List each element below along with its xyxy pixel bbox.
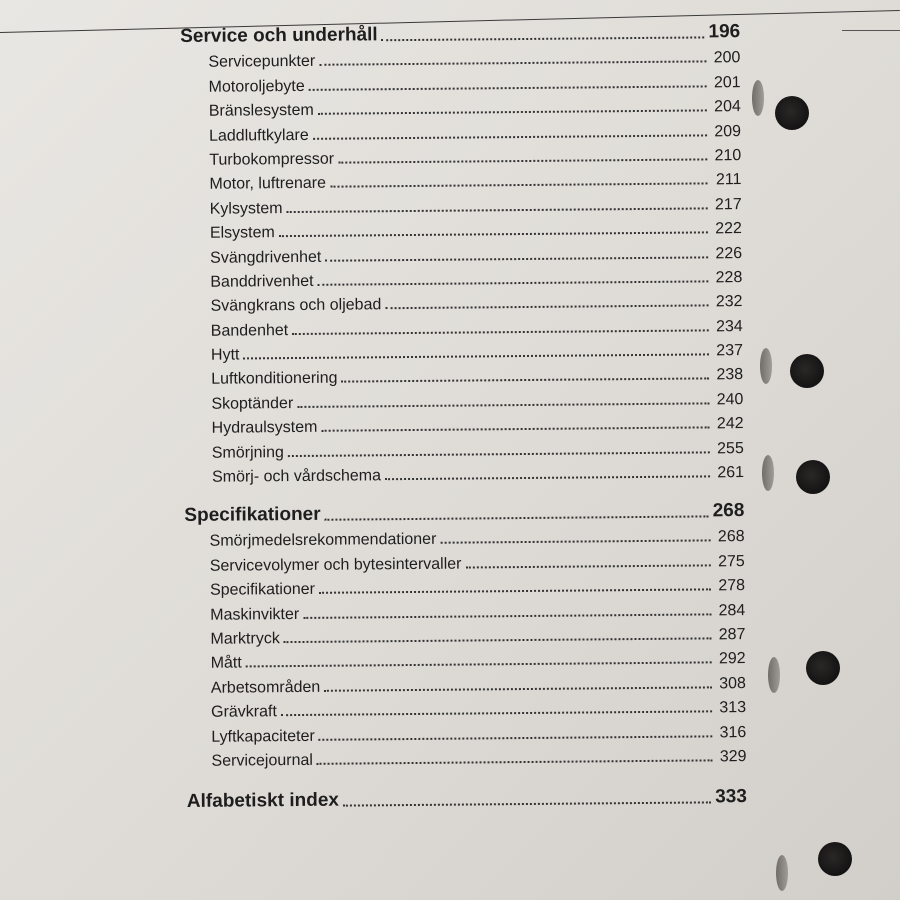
entry-page-number: 201 bbox=[713, 73, 741, 92]
entry-label: Smörjning bbox=[211, 443, 284, 462]
entry-page-number: 217 bbox=[714, 195, 742, 214]
entry-label: Maskinvikter bbox=[210, 605, 300, 624]
table-of-contents bbox=[180, 9, 747, 813]
section-title: Alfabetiskt index bbox=[186, 789, 340, 812]
entry-page-number: 255 bbox=[717, 439, 744, 457]
entry-page-number: 228 bbox=[715, 269, 743, 287]
entry-label: Turbokompressor bbox=[209, 150, 335, 169]
entry-page-number: 226 bbox=[715, 244, 743, 262]
entry-page-number: 238 bbox=[716, 366, 744, 384]
entry-label: Kylsystem bbox=[209, 199, 283, 218]
entry-page-number: 275 bbox=[718, 552, 745, 571]
entry-label: Skoptänder bbox=[211, 394, 294, 413]
binder-hole-edge bbox=[752, 80, 764, 116]
dot-leader bbox=[330, 183, 708, 188]
entry-page-number: 204 bbox=[714, 98, 741, 116]
entry-label: Luftkonditionering bbox=[211, 370, 338, 389]
dot-leader bbox=[288, 451, 710, 457]
binder-hole-edge bbox=[768, 657, 780, 693]
binder-hole-edge bbox=[760, 348, 772, 384]
binder-hole-edge bbox=[762, 455, 774, 491]
entry-label: Bränslesystem bbox=[208, 102, 314, 120]
entry-label: Svängdrivenhet bbox=[210, 248, 322, 267]
dot-leader bbox=[287, 207, 708, 213]
binder-hole bbox=[790, 354, 824, 388]
entry-page-number: 200 bbox=[713, 49, 741, 67]
entry-page-number: 234 bbox=[715, 317, 743, 336]
entry-label: Servicejournal bbox=[211, 751, 313, 770]
dot-leader bbox=[440, 540, 710, 544]
dot-leader bbox=[342, 378, 710, 383]
entry-label: Hytt bbox=[210, 346, 240, 364]
entry-page-number: 278 bbox=[718, 577, 746, 595]
entry-label: Arbetsområden bbox=[210, 678, 321, 697]
entry-label: Svängkrans och oljebad bbox=[210, 296, 382, 316]
entry-page-number: 292 bbox=[718, 650, 746, 668]
section-page-number: 268 bbox=[712, 500, 745, 522]
entry-label: Grävkraft bbox=[211, 703, 277, 721]
dot-leader bbox=[318, 280, 709, 285]
entry-label: Smörj- och vårdschema bbox=[211, 467, 382, 486]
section-title: Specifikationer bbox=[184, 503, 321, 527]
entry-label: Servicepunkter bbox=[208, 53, 316, 72]
entry-page-number: 284 bbox=[718, 601, 746, 619]
binder-hole-edge bbox=[776, 855, 788, 891]
dot-leader bbox=[292, 329, 709, 335]
entry-page-number: 313 bbox=[719, 699, 747, 717]
dot-leader bbox=[319, 61, 706, 66]
dot-leader bbox=[321, 427, 709, 432]
dot-leader bbox=[325, 256, 708, 261]
entry-page-number: 329 bbox=[719, 748, 747, 766]
entry-page-number: 242 bbox=[716, 415, 744, 433]
entry-label: Motoroljebyte bbox=[208, 77, 305, 96]
entry-label: Servicevolymer och bytesintervaller bbox=[209, 555, 462, 575]
entry-page-number: 308 bbox=[719, 674, 746, 693]
entry-page-number: 211 bbox=[715, 171, 742, 189]
entry-page-number: 232 bbox=[715, 293, 743, 311]
entry-page-number: 210 bbox=[714, 147, 742, 165]
dot-leader bbox=[318, 110, 707, 115]
toc-entry[interactable] bbox=[186, 742, 746, 771]
dot-leader bbox=[338, 158, 707, 163]
entry-label: Laddluftkylare bbox=[208, 126, 309, 145]
dot-leader bbox=[297, 402, 709, 408]
entry-page-number: 222 bbox=[715, 220, 742, 238]
dot-leader bbox=[281, 711, 712, 717]
entry-page-number: 268 bbox=[717, 528, 745, 546]
entry-label: Lyftkapaciteter bbox=[211, 727, 315, 746]
dot-leader bbox=[309, 85, 707, 90]
binder-hole bbox=[775, 96, 809, 130]
dot-leader bbox=[465, 564, 710, 568]
dot-leader bbox=[243, 353, 709, 359]
binder-hole bbox=[806, 651, 840, 685]
entry-page-number: 240 bbox=[716, 390, 744, 409]
entry-label: Motor, luftrenare bbox=[209, 175, 327, 194]
toc-section-index[interactable] bbox=[187, 778, 747, 813]
toc-section-specifikationer[interactable] bbox=[184, 492, 744, 527]
dot-leader bbox=[303, 613, 711, 619]
entry-label: Hydraulsystem bbox=[211, 419, 318, 437]
dot-leader bbox=[382, 36, 705, 41]
section-page-number: 333 bbox=[715, 786, 747, 808]
binder-hole bbox=[818, 842, 852, 876]
entry-label: Elsystem bbox=[209, 224, 275, 242]
dot-leader bbox=[325, 515, 709, 520]
dot-leader bbox=[385, 305, 708, 310]
dot-leader bbox=[319, 735, 713, 740]
entry-label: Marktryck bbox=[210, 630, 280, 648]
dot-leader bbox=[317, 759, 713, 764]
toc-section-service[interactable] bbox=[180, 13, 740, 48]
entry-label: Specifikationer bbox=[209, 581, 316, 599]
dot-leader bbox=[343, 801, 711, 806]
dot-leader bbox=[279, 232, 708, 238]
header-rule-right bbox=[842, 30, 900, 31]
dot-leader bbox=[313, 134, 707, 139]
entry-page-number: 237 bbox=[716, 342, 744, 360]
dot-leader bbox=[319, 589, 711, 594]
entry-label: Smörjmedelsrekommendationer bbox=[209, 531, 437, 551]
section-page-number: 196 bbox=[708, 21, 741, 43]
entry-page-number: 261 bbox=[717, 464, 745, 482]
dot-leader bbox=[385, 475, 710, 480]
entry-label: Mått bbox=[210, 654, 242, 673]
dot-leader bbox=[246, 662, 712, 668]
section-title: Service och underhåll bbox=[180, 24, 378, 47]
dot-leader bbox=[284, 637, 712, 643]
entry-label: Bandenhet bbox=[210, 321, 289, 340]
dot-leader bbox=[324, 686, 712, 691]
binder-hole bbox=[796, 460, 830, 494]
entry-page-number: 209 bbox=[714, 122, 742, 140]
entry-page-number: 287 bbox=[718, 626, 746, 644]
entry-page-number: 316 bbox=[719, 723, 747, 741]
entry-label: Banddrivenhet bbox=[210, 272, 314, 291]
toc-entry[interactable] bbox=[184, 458, 744, 487]
